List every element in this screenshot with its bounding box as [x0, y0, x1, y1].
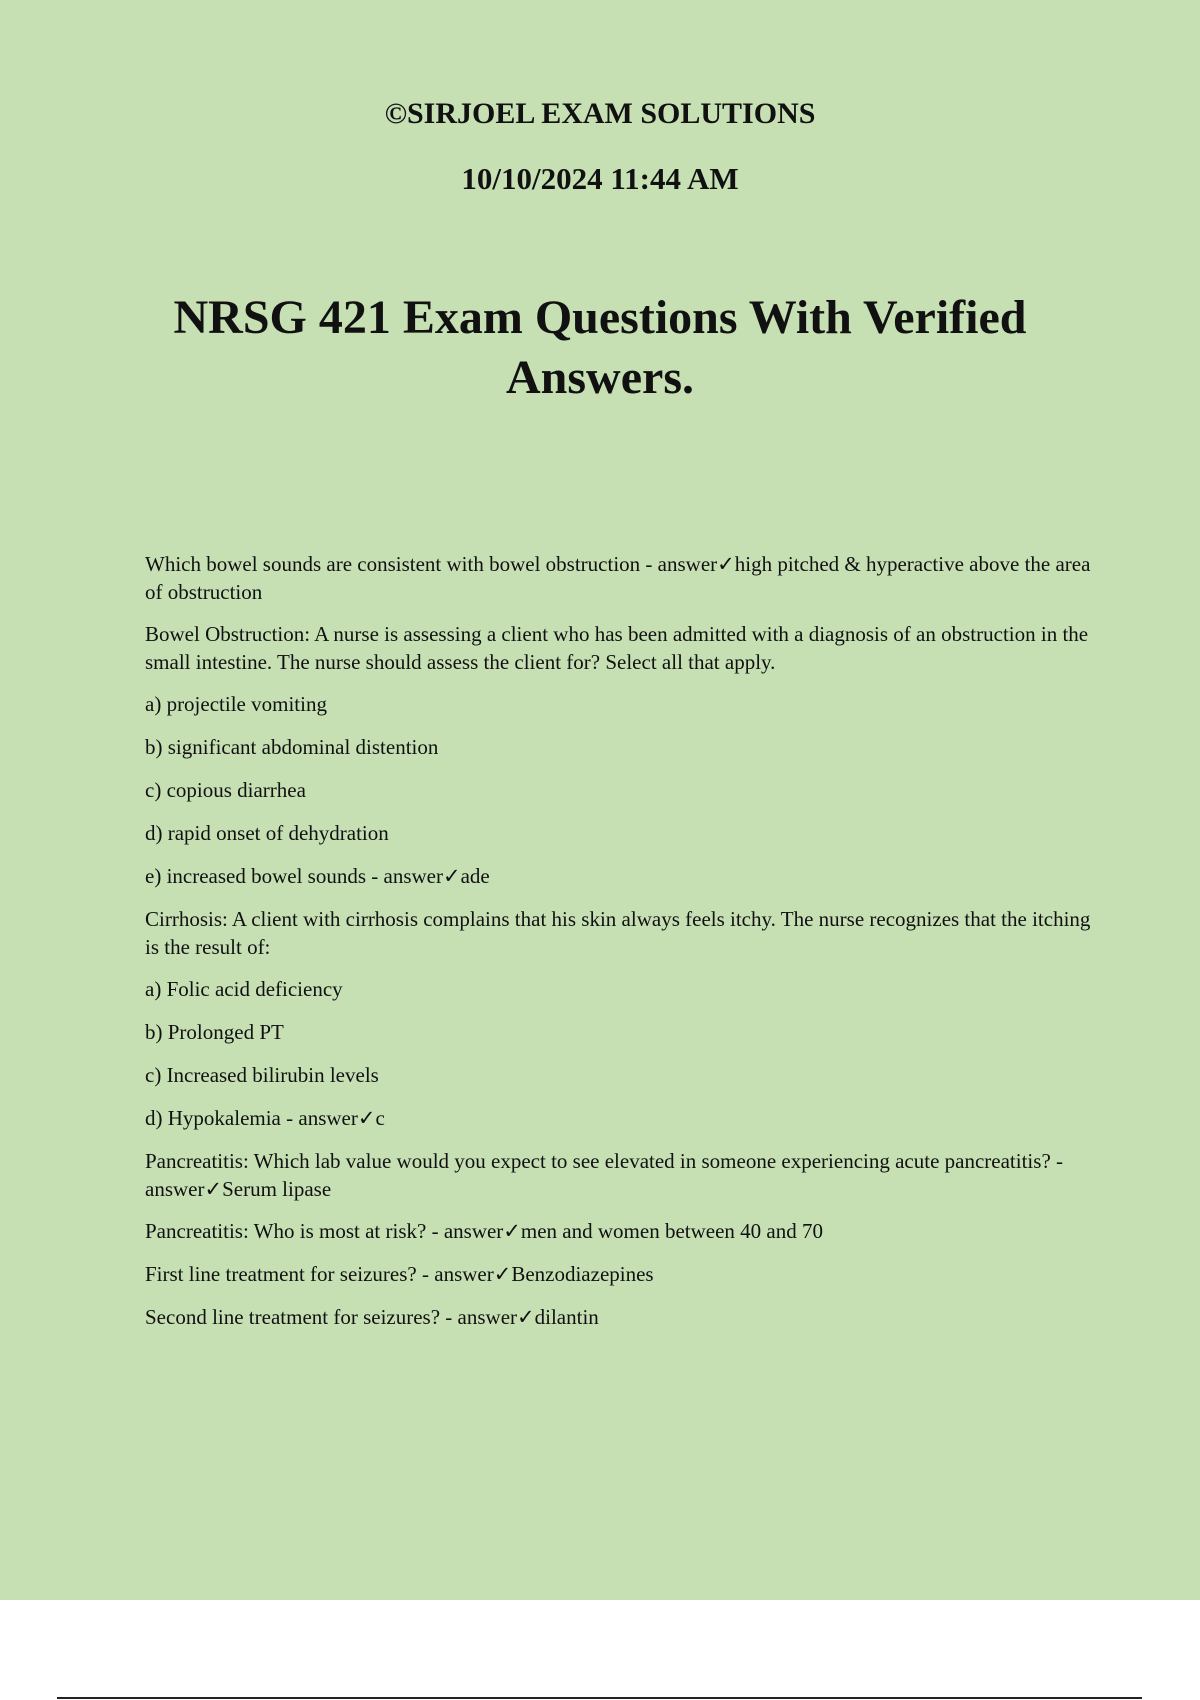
question-text: First line treatment for seizures? — [145, 1262, 417, 1286]
answer-text: Benzodiazepines — [511, 1262, 654, 1286]
question-text: Pancreatitis: Which lab value would you expect to see elevated in someone experiencing acute pancreatitis? — [145, 1149, 1051, 1173]
answer-option: d) Hypokalemia — [145, 1106, 281, 1130]
question-text: Which bowel sounds are consistent with bowel obstruction — [145, 552, 641, 576]
question-item — [145, 620, 1095, 676]
answer-option: e) increased bowel sounds — [145, 864, 367, 888]
answer-prefix: - answer — [416, 1262, 494, 1286]
check-icon: ✓ — [204, 1177, 223, 1201]
answer-option: b) Prolonged PT — [145, 1020, 284, 1044]
answer-prefix: - answer — [280, 1106, 358, 1130]
document-title: NRSG 421 Exam Questions With Verified Answers. — [173, 291, 1027, 404]
answer-prefix: - answer — [366, 864, 443, 888]
answer-text: ade — [460, 864, 490, 888]
answer-option-with-answer — [145, 1104, 1095, 1132]
answer-option: d) rapid onset of dehydration — [145, 821, 389, 845]
check-icon: ✓ — [442, 864, 461, 888]
answer-prefix: - answer — [145, 1149, 1064, 1201]
answer-option-with-answer — [145, 862, 1095, 890]
check-icon: ✓ — [493, 1262, 512, 1286]
answer-text: Serum lipase — [222, 1177, 332, 1201]
question-item — [145, 1217, 1095, 1245]
question-item — [145, 550, 1095, 606]
answer-text: men and women between 40 and 70 — [520, 1219, 823, 1243]
answer-prefix: - answer — [426, 1219, 504, 1243]
question-text: Pancreatitis: Who is most at risk? — [145, 1219, 427, 1243]
answer-option: b) significant abdominal distention — [145, 735, 439, 759]
question-item — [145, 905, 1095, 961]
answer-prefix: - answer — [440, 1305, 518, 1329]
answer-option: c) Increased bilirubin levels — [145, 1063, 379, 1087]
question-item — [145, 1147, 1095, 1203]
question-item — [145, 1260, 1095, 1288]
question-text: Second line treatment for seizures? — [145, 1305, 441, 1329]
answer-option: a) projectile vomiting — [145, 692, 327, 716]
check-icon: ✓ — [503, 1219, 521, 1243]
question-text: Bowel Obstruction: A nurse is assessing a client who has been admitted with a diagnosis of an obstruction in the small intestine. The nurse should assess the client for? Select all that apply. — [145, 622, 1089, 674]
document-datetime: 10/10/2024 11:44 AM — [461, 161, 739, 196]
answer-option: a) Folic acid deficiency — [145, 977, 343, 1001]
check-icon: ✓ — [717, 552, 735, 576]
question-list — [145, 550, 1095, 1346]
question-item — [145, 1303, 1095, 1331]
check-icon: ✓ — [357, 1106, 376, 1130]
answer-text: c — [375, 1106, 385, 1130]
check-icon: ✓ — [517, 1305, 535, 1329]
answer-option: c) copious diarrhea — [145, 778, 306, 802]
answer-prefix: - answer — [640, 552, 718, 576]
question-text: Cirrhosis: A client with cirrhosis complains that his skin always feels itchy. The nurse recognizes that the itching is the result of: — [145, 907, 1091, 959]
footer-divider — [57, 1697, 1142, 1699]
answer-text: high pitched & hyperactive above the area of obstruction — [145, 552, 1091, 604]
copyright-header: ©SIRJOEL EXAM SOLUTIONS — [384, 97, 816, 130]
answer-text: dilantin — [534, 1305, 599, 1329]
